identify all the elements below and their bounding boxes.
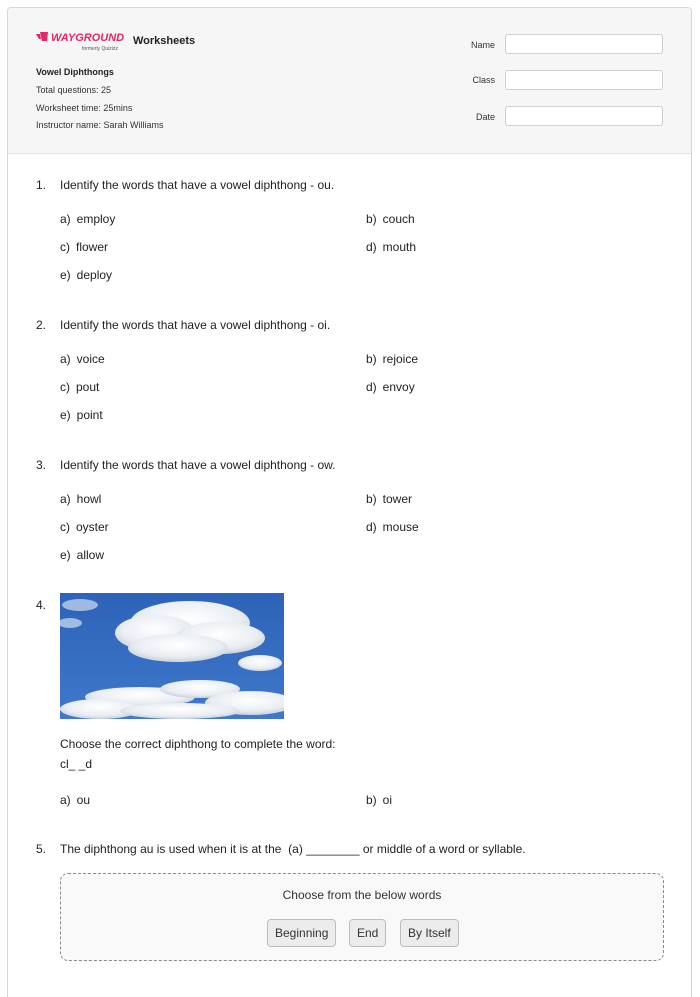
brand-name: WAYGROUND: [51, 32, 125, 44]
question-5-number: 5.: [36, 842, 47, 856]
question-3-number: 3.: [36, 458, 47, 472]
question-2-option-d[interactable]: d) envoy: [366, 380, 415, 394]
question-3-option-d[interactable]: d) mouse: [366, 520, 419, 534]
question-5-text: The diphthong au is used when it is at the (a) ________ or middle of a word or syllable.: [60, 842, 526, 856]
total-questions: Total questions: 25: [36, 85, 112, 95]
question-4-text: Choose the correct diphthong to complete the word:: [60, 737, 336, 751]
date-field[interactable]: [505, 106, 663, 126]
word-chip-beginning[interactable]: Beginning: [267, 919, 336, 947]
brand-tagline: formerly Quizizz: [82, 46, 118, 52]
question-4-option-a[interactable]: a) ou: [60, 793, 91, 807]
name-label: Name: [470, 40, 495, 50]
question-2-option-a[interactable]: a) voice: [60, 352, 105, 366]
word-chip-end[interactable]: End: [349, 919, 386, 947]
question-3-option-b[interactable]: b) tower: [366, 492, 413, 506]
worksheet-time: Worksheet time: 25mins: [36, 103, 133, 113]
wayground-logo: [36, 30, 146, 56]
question-2-number: 2.: [36, 318, 47, 332]
class-field[interactable]: [505, 70, 663, 90]
word-bank-title: Choose from the below words: [282, 888, 442, 902]
question-1-number: 1.: [36, 178, 47, 192]
question-2-option-e[interactable]: e) point: [60, 408, 103, 422]
worksheet-sheet: [7, 7, 692, 997]
question-2-text: Identify the words that have a vowel diphthong - oi.: [60, 318, 331, 332]
worksheet-title: Vowel Diphthongs: [36, 67, 114, 77]
question-2-option-b[interactable]: b) rejoice: [366, 352, 419, 366]
cloud-sky-image: [60, 593, 284, 719]
question-1-text: Identify the words that have a vowel diphthong - ou.: [60, 178, 335, 192]
question-4-word: cl_ _d: [60, 757, 93, 771]
name-field[interactable]: [505, 34, 663, 54]
question-4-number: 4.: [36, 598, 47, 612]
word-chip-by-itself[interactable]: By Itself: [400, 919, 459, 947]
question-3-text: Identify the words that have a vowel diphthong - ow.: [60, 458, 336, 472]
question-1-option-a[interactable]: a) employ: [60, 212, 116, 226]
question-3-option-c[interactable]: c) oyster: [60, 520, 109, 534]
question-1-option-e[interactable]: e) deploy: [60, 268, 113, 282]
question-1-option-b[interactable]: b) couch: [366, 212, 415, 226]
class-label: Class: [472, 75, 495, 85]
question-4-option-b[interactable]: b) oi: [366, 793, 393, 807]
product-label: Worksheets: [133, 35, 196, 47]
instructor-name: Instructor name: Sarah Williams: [36, 120, 164, 130]
question-1-option-c[interactable]: c) flower: [60, 240, 109, 254]
question-2-option-c[interactable]: c) pout: [60, 380, 100, 394]
worksheet-header: [8, 8, 691, 154]
date-label: Date: [475, 112, 495, 122]
question-1-option-d[interactable]: d) mouth: [366, 240, 417, 254]
word-bank: [60, 873, 664, 961]
question-3-option-a[interactable]: a) howl: [60, 492, 102, 506]
question-3-option-e[interactable]: e) allow: [60, 548, 105, 562]
